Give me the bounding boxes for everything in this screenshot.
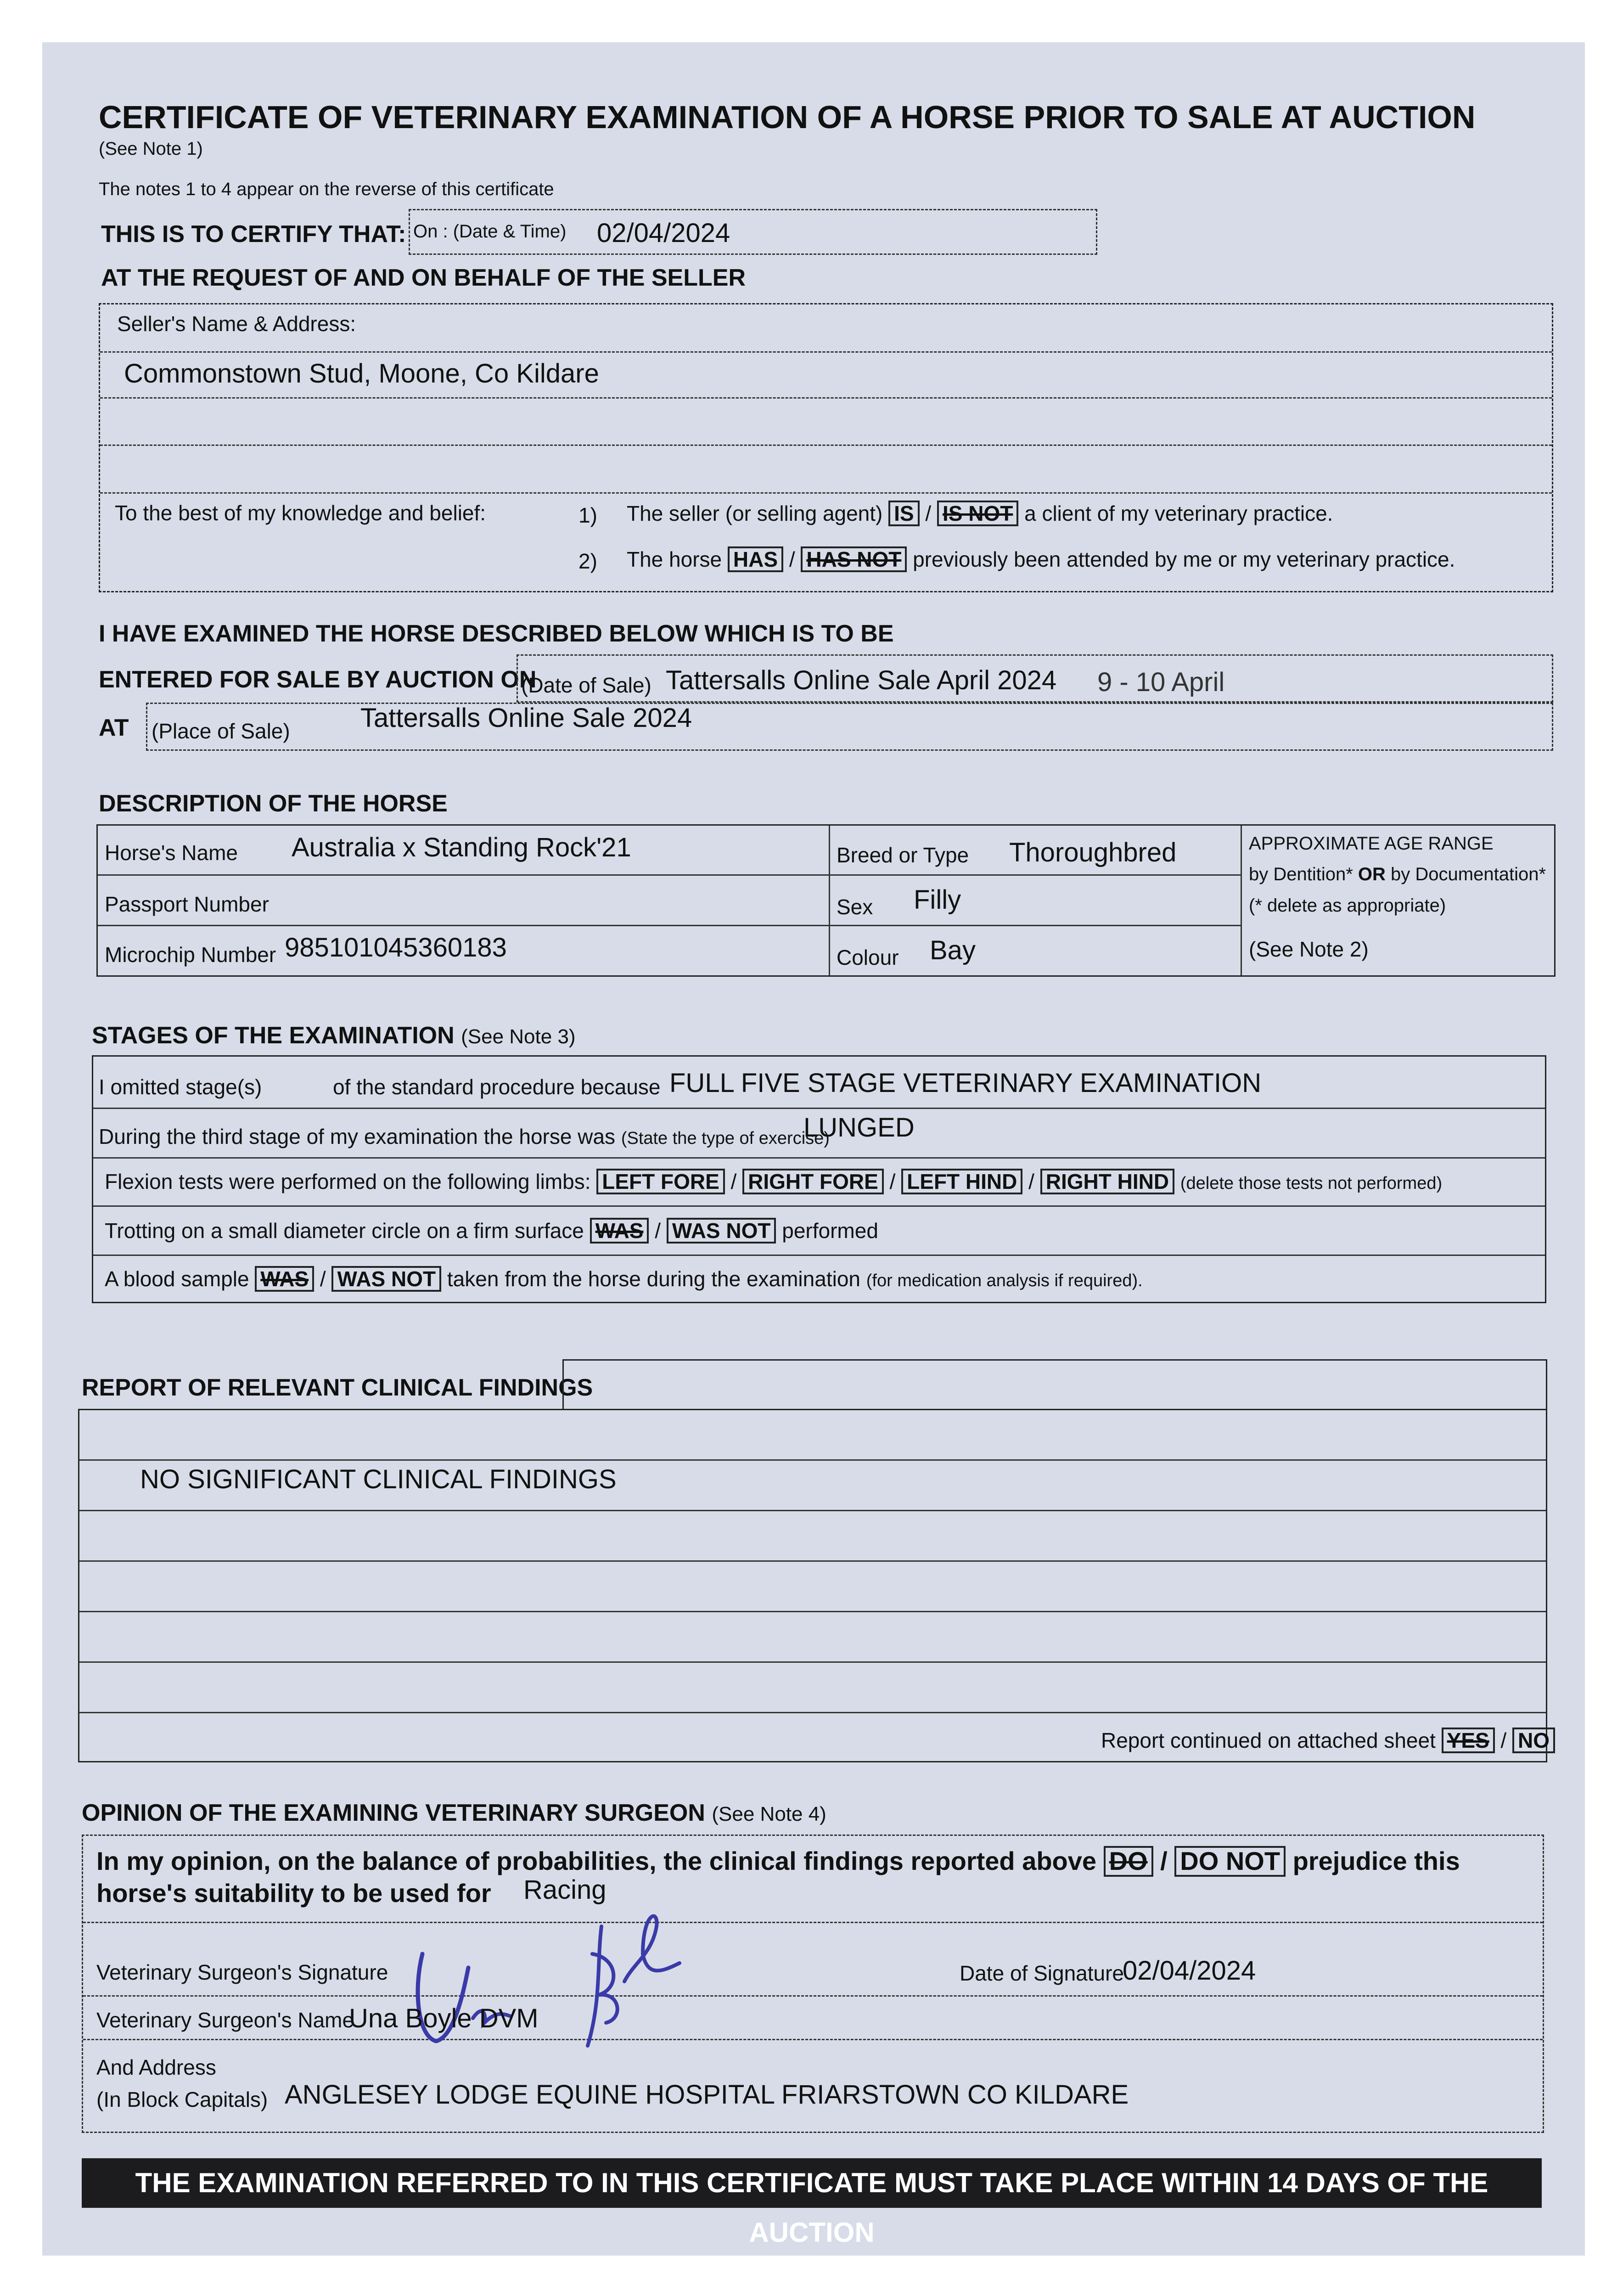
opinion-use-value: Racing [523,1875,607,1905]
item1-option-is-not: IS NOT [937,501,1018,526]
sale-place-label: (Place of Sale) [152,719,290,743]
horse-col-line-2 [1241,826,1242,975]
stages-line-1 [93,1108,1545,1109]
stages-title-line [92,1022,576,1049]
sale-place-value: Tattersalls Online Sale 2024 [360,703,692,733]
sex-label: Sex [837,895,873,919]
opinion-sep: / [1160,1846,1168,1875]
third-stage-value: LUNGED [803,1113,915,1142]
certify-label: THIS IS TO CERTIFY THAT: [101,221,406,248]
trotting-post: performed [782,1219,878,1243]
opinion-title-line [82,1799,826,1827]
item2-line [627,546,1455,572]
horse-name-value: Australia x Standing Rock'21 [292,833,631,862]
sex-value: Filly [914,885,961,915]
trotting-sep: / [655,1219,661,1243]
flexion-right-fore: RIGHT FORE [742,1169,884,1194]
flexion-line [105,1169,1442,1194]
breed-label: Breed or Type [837,843,969,867]
sale-date-label: (Date of Sale) [521,673,651,697]
belief-label: To the best of my knowledge and belief: [115,501,486,525]
seller-name-label: Seller's Name & Address: [117,312,356,336]
opinion-section-title: OPINION OF THE EXAMINING VETERINARY SURGEON [82,1800,705,1826]
flexion-sep-3: / [1028,1170,1034,1193]
opinion-option-do: DO [1104,1846,1153,1877]
third-stage-label: During the third stage of my examination the horse was [99,1125,616,1148]
seller-line-3 [100,445,1552,446]
vet-address-label-2: (In Block Capitals) [96,2088,268,2111]
notes-reverse: The notes 1 to 4 appear on the reverse of this certificate [99,179,554,199]
blood-post: taken from the horse during the examination [447,1267,860,1291]
report-finding: NO SIGNIFICANT CLINICAL FINDINGS [140,1464,617,1494]
report-line-4 [79,1611,1546,1612]
item2-pre: The horse [627,547,722,571]
third-stage-line [99,1124,830,1149]
report-line-2 [79,1510,1546,1511]
at-label: AT [99,715,129,741]
report-line-3 [79,1560,1546,1562]
item2-option-has-not: HAS NOT [801,546,907,572]
age-title: APPROXIMATE AGE RANGE [1249,833,1494,854]
opinion-line-2 [83,1995,1543,1997]
age-by-dentition: by Dentition* [1249,864,1353,884]
sale-date-value: Tattersalls Online Sale April 2024 [666,665,1057,695]
opinion-text-line-1 [96,1846,1460,1877]
blood-note: (for medication analysis if required). [866,1271,1143,1290]
item1-line [627,501,1333,526]
trotting-option-was-not: WAS NOT [667,1218,776,1244]
colour-label: Colour [837,945,899,969]
trotting-option-was: WAS [590,1218,649,1244]
sale-date-range: 9 - 10 April [1097,667,1225,697]
report-continued-line [1101,1728,1555,1753]
blood-option-was: WAS [255,1266,314,1292]
item1-option-is: IS [888,501,919,526]
report-title-box [562,1359,1547,1410]
stages-section-title: STAGES OF THE EXAMINATION [92,1022,455,1049]
sig-date-label: Date of Signature [960,1961,1124,1985]
opinion-option-do-not: DO NOT [1174,1846,1286,1877]
item2-post: previously been attended by me or my veterinary practice. [913,547,1455,571]
examined-label: I HAVE EXAMINED THE HORSE DESCRIBED BELOW WHICH IS TO BE [99,620,894,647]
age-see-note: (See Note 2) [1249,937,1369,961]
age-basis-line [1249,864,1546,885]
seller-line-2 [100,397,1552,399]
opinion-line-1 [83,1922,1543,1923]
passport-label: Passport Number [105,892,269,916]
opinion-text-line-2: horse's suitability to be used for [96,1879,491,1908]
seller-line-1 [100,351,1552,353]
vet-name-value: Una Boyle DVM [349,2003,539,2033]
omitted-label: I omitted stage(s) [99,1075,262,1099]
breed-value: Thoroughbred [1009,838,1177,867]
vet-name-label: Veterinary Surgeon's Name [96,2008,354,2032]
request-label: AT THE REQUEST OF AND ON BEHALF OF THE SELLER [101,264,746,291]
horse-col-line-1 [829,826,830,975]
entered-label: ENTERED FOR SALE BY AUCTION ON [99,666,537,693]
age-delete-note: (* delete as appropriate) [1249,895,1446,916]
age-or: OR [1358,864,1386,884]
see-note-1: (See Note 1) [99,139,203,159]
report-continued-yes: YES [1442,1728,1495,1753]
footer-banner: THE EXAMINATION REFERRED TO IN THIS CERTIFICATE MUST TAKE PLACE WITHIN 14 DAYS OF THE AUCTION [82,2158,1542,2208]
seller-line-4 [100,492,1552,494]
blood-option-was-not: WAS NOT [331,1266,441,1292]
report-continued-no: NO [1512,1728,1555,1753]
flexion-sep-1: / [730,1170,737,1193]
report-continued-sep: / [1500,1728,1507,1752]
microchip-value: 985101045360183 [285,933,507,962]
flexion-left-hind: LEFT HIND [901,1169,1022,1194]
item1-num: 1) [578,503,597,527]
seller-address: Commonstown Stud, Moone, Co Kildare [124,359,599,388]
opinion-line-3 [83,2039,1543,2040]
item2-sep: / [789,547,795,571]
certificate-title: CERTIFICATE OF VETERINARY EXAMINATION OF A HORSE PRIOR TO SALE AT AUCTION [99,99,1476,135]
item1-pre: The seller (or selling agent) [627,501,883,525]
stages-line-3 [93,1205,1545,1207]
stages-line-4 [93,1255,1545,1256]
item1-post: a client of my veterinary practice. [1024,501,1333,525]
flexion-left-fore: LEFT FORE [596,1169,725,1194]
omitted-because: of the standard procedure because [333,1075,661,1099]
horse-section-title: DESCRIPTION OF THE HORSE [99,790,448,817]
age-by-documentation: by Documentation* [1391,864,1546,884]
vet-address-label: And Address [96,2055,216,2079]
flexion-sep-2: / [889,1170,896,1193]
stages-line-2 [93,1157,1545,1159]
blood-sep: / [320,1267,326,1291]
flexion-note: (delete those tests not performed) [1180,1174,1443,1193]
third-stage-note: (State the type of exercise) [621,1129,830,1148]
blood-line [105,1266,1143,1292]
microchip-label: Microchip Number [105,943,276,967]
flexion-right-hind: RIGHT HIND [1040,1169,1174,1194]
blood-label: A blood sample [105,1267,249,1291]
sale-place-box [146,703,1553,751]
report-continued-label: Report continued on attached sheet [1101,1728,1436,1752]
on-date-value: 02/04/2024 [597,218,730,248]
on-date-label: On : (Date & Time) [413,221,567,242]
omitted-value: FULL FIVE STAGE VETERINARY EXAMINATION [669,1068,1262,1098]
item2-option-has: HAS [728,546,783,572]
report-line-1 [79,1459,1546,1461]
colour-value: Bay [930,935,976,965]
item2-num: 2) [578,549,597,573]
report-line-5 [79,1661,1546,1663]
horse-row-line-2 [98,925,1241,926]
item1-sep: / [925,501,932,525]
flexion-label: Flexion tests were performed on the following limbs: [105,1170,591,1193]
opinion-text-post: prejudice this [1292,1846,1460,1875]
trotting-line [105,1218,878,1244]
report-section-title: REPORT OF RELEVANT CLINICAL FINDINGS [82,1374,593,1401]
sig-date-value: 02/04/2024 [1123,1956,1256,1986]
report-line-6 [79,1712,1546,1713]
horse-row-line-1 [98,874,1241,876]
trotting-label: Trotting on a small diameter circle on a firm surface [105,1219,584,1243]
horse-name-label: Horse's Name [105,841,238,865]
vet-address-value: ANGLESEY LODGE EQUINE HOSPITAL FRIARSTOWN CO KILDARE [285,2080,1129,2110]
stages-see-note: (See Note 3) [461,1025,576,1048]
report-box [78,1409,1547,1762]
opinion-text-pre: In my opinion, on the balance of probabilities, the clinical findings reported above [96,1846,1097,1875]
opinion-see-note: (See Note 4) [712,1803,826,1825]
sig-label: Veterinary Surgeon's Signature [96,1960,388,1984]
